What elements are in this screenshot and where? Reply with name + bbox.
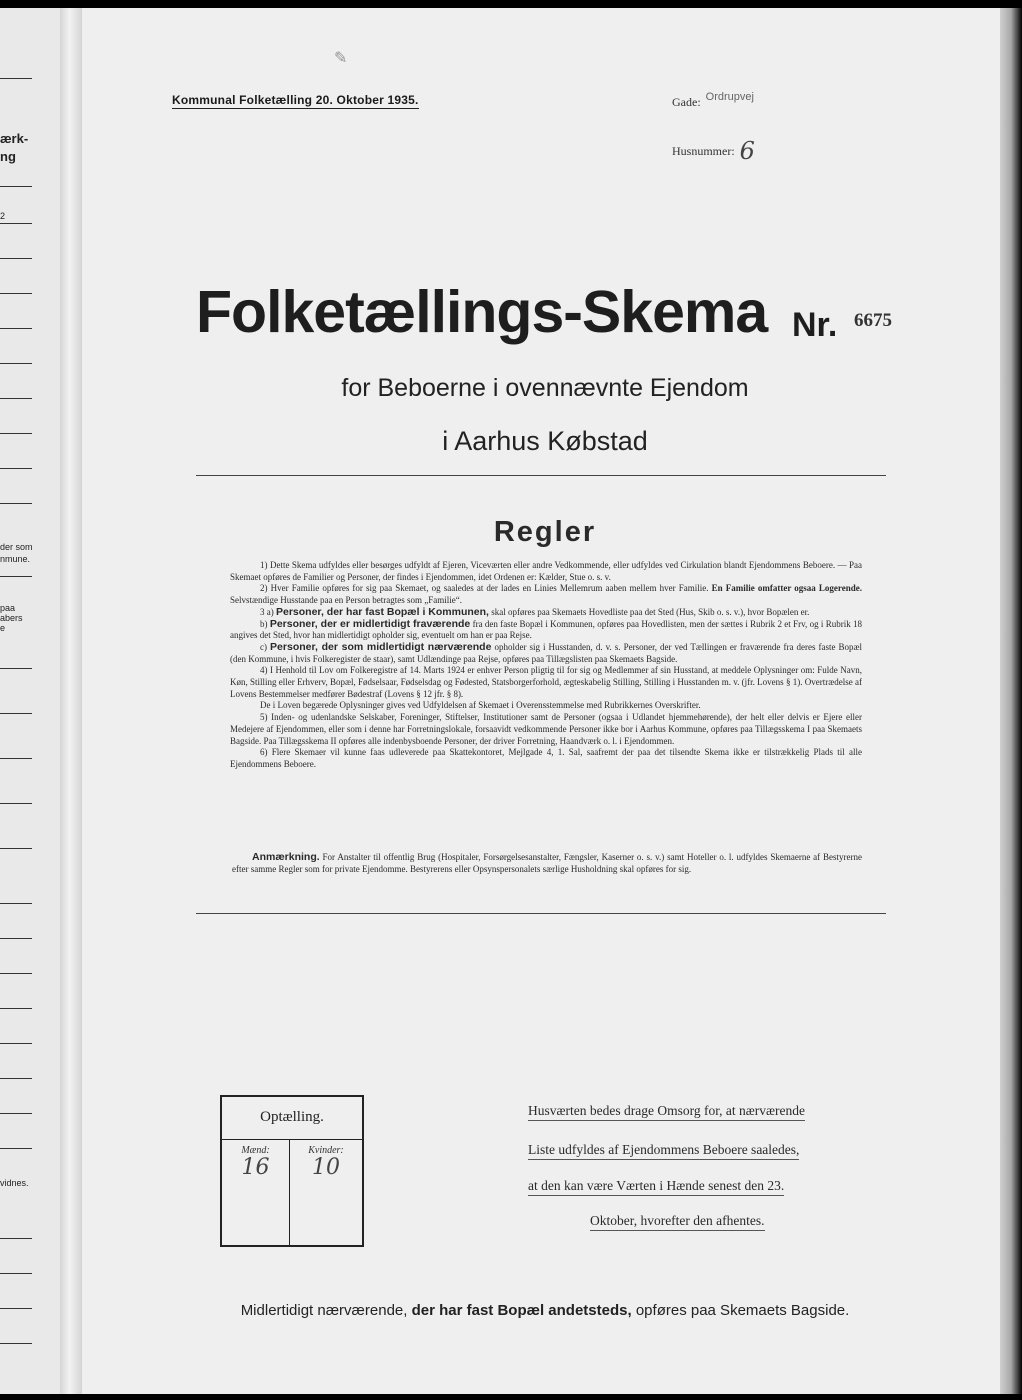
- house-number-value: 6: [739, 137, 755, 165]
- left-rule: [0, 186, 32, 187]
- rules-heading: Regler: [493, 516, 597, 548]
- left-rule: [0, 328, 32, 329]
- left-text: vidnes.: [0, 1178, 29, 1188]
- rule-3c-emph: Personer, der som midlertidigt nærværende: [270, 640, 492, 653]
- rule-2-note: Selvstændige Husstande paa en Person betragtes som „Familie“.: [230, 595, 462, 606]
- left-rule: [0, 258, 32, 259]
- remark-label: Anmærkning.: [252, 851, 320, 863]
- house-number-label: Husnummer:: [672, 144, 735, 158]
- rule-3b: [230, 619, 862, 642]
- left-text: ærk-: [0, 131, 29, 146]
- women-count: 10: [312, 1155, 340, 1180]
- page-fold: [60, 8, 84, 1394]
- left-text: ng: [0, 149, 16, 164]
- form-location: i Aarhus Købstad: [442, 426, 648, 456]
- page-edge: [1000, 8, 1022, 1394]
- left-rule: [0, 1343, 32, 1344]
- women-label: Kvinder:: [308, 1145, 344, 1156]
- street-label: Gade:: [672, 95, 701, 109]
- men-label: Mænd:: [241, 1145, 270, 1156]
- census-form-page: [82, 8, 1008, 1394]
- ink-mark-icon: ✎: [334, 50, 348, 67]
- count-box: [220, 1095, 364, 1247]
- left-rule: [0, 903, 32, 904]
- left-rule: [0, 398, 32, 399]
- form-title: Folketællings-Skema: [196, 279, 768, 345]
- left-rule: [0, 1078, 32, 1079]
- left-rule: [0, 363, 32, 364]
- divider: [196, 475, 886, 476]
- rule-3c-text: opholder sig i Husstanden, d. v. s. Personer, der ved Tællingen er fraværende fra deres faste Bopæl (den Kommune, i hvis Folkeregister de staar), samt Udlændinge paa Rejse, opføres paa Tillægslisten paa Skemaets Bagside.: [230, 641, 863, 664]
- rule-3a-num: 3 a): [260, 606, 274, 617]
- rule-5: 5) Inden- og udenlandske Selskaber, Foreninger, Stiftelser, Institutioner samt de Personer (ogsaa i Udlandet hjemmehørende), der helt eller delvis er Ejere eller Medejere af Ejendommen, eller som i denne har Forretningslokale, forsaavidt vedkommende Personer ikke bor i Aarhus Kommune, opføres paa Tillægsskema I paa Skemaets Bagside. Paa Tillægsskema II opføres alle indenbysboende Personer, der driver Forretning, Haandværk o. l. i Ejendommen.: [230, 712, 862, 746]
- remark: [232, 852, 862, 875]
- left-text: der som: [0, 542, 33, 552]
- left-rule: [0, 973, 32, 974]
- rule-3a-emph: Personer, der har fast Bopæl i Kommunen,: [276, 605, 489, 618]
- left-rule: [0, 1043, 32, 1044]
- form-number-value: 6675: [854, 310, 892, 331]
- rule-3b-num: b): [260, 618, 268, 629]
- landlord-note-line: Oktober, hvorefter den afhentes.: [590, 1213, 765, 1231]
- rule-1: 1) Dette Skema udfyldes eller besørges udfyldt af Ejeren, Viceværten eller andre Vedkommende, eller udfyldes ved Cirkulation blandt Ejendommens Beboere. — Paa Skemaet opføres de Familier og Personer, der findes i Ejendommen, idet Ordenen er: Kælder, Stue o. s. v.: [230, 560, 862, 582]
- left-rule: [0, 1148, 32, 1149]
- left-rule: [0, 713, 32, 714]
- form-subtitle: for Beboerne i ovennævnte Ejendom: [341, 374, 749, 402]
- rule-2-text: 2) Hver Familie opføres for sig paa Skemaet, og saaledes at der lades en Linies Mellemrum aaben mellem hver Familie.: [260, 583, 709, 594]
- rule-2-emph: En Familie omfatter ogsaa Logerende.: [711, 583, 862, 594]
- rule-6: 6) Flere Skemaer vil kunne faas udleverede paa Skattekontoret, Mejlgade 4, 1. Sal, saafremt der paa det tilsendte Skema ikke er tilstrækkelig Plads til alle Ejendommens Beboere.: [230, 747, 862, 769]
- divider: [196, 913, 886, 914]
- rule-2: [230, 583, 862, 606]
- footer-emph: der har fast Bopæl andetsteds,: [411, 1302, 632, 1319]
- rule-3a-text: skal opføres paa Skemaets Hovedliste paa det Sted (Hus, Skib o. s. v.), hvor Bopælen er.: [491, 606, 810, 617]
- left-rule: [0, 293, 32, 294]
- form-number-label: Nr.: [792, 306, 838, 344]
- remark-text: For Anstalter til offentlig Brug (Hospitaler, Forsørgelsesanstalter, Fængsler, Kaserner o. s. v.) samt Hoteller o. l. udfyldes Skemaerne af Bestyrerne efter samme Regler som for private Ejendomme. Bestyrerens eller Opsynspersonalets særlige Husholdning skal opføres for sig.: [232, 852, 863, 874]
- left-rule: [0, 668, 32, 669]
- landlord-note-line: at den kan være Værten i Hænde senest den 23.: [528, 1178, 784, 1196]
- left-rule: [0, 848, 32, 849]
- landlord-note-line: Husværten bedes drage Omsorg for, at nærværende: [528, 1103, 805, 1121]
- left-rule: [0, 223, 32, 224]
- rule-3c-num: c): [260, 641, 267, 652]
- footer-text-end: opføres paa Skemaets Bagside.: [635, 1302, 850, 1319]
- left-rule: [0, 576, 32, 577]
- street-field: [672, 91, 754, 110]
- left-rule: [0, 758, 32, 759]
- left-rule: [0, 1113, 32, 1114]
- left-text: 2: [0, 211, 6, 221]
- left-rule: [0, 433, 32, 434]
- rule-3b-text: fra den faste Bopæl i Kommunen, opføres paa Hovedlisten, men der sættes i Rubrik 2 et Frv, og i Rubrik 18 angives det Sted, hvor han midlertidigt opholder sig, eventuelt om han er paa Rejse.: [230, 618, 863, 641]
- left-rule: [0, 1008, 32, 1009]
- left-rule: [0, 1238, 32, 1239]
- left-text: paa: [0, 603, 16, 613]
- left-rule: [0, 1308, 32, 1309]
- left-rule: [0, 803, 32, 804]
- left-rule: [0, 1273, 32, 1274]
- house-number-field: [672, 133, 755, 165]
- men-count: 16: [241, 1155, 270, 1180]
- left-rule: [0, 938, 32, 939]
- rule-4: 4) I Henhold til Lov om Folkeregistre af 14. Marts 1924 er enhver Person pligtig til for sig og Medlemmer af sin Husstand, at meddele Oplysninger om: Fulde Navn, Køn, Stilling eller Erhverv, Bopæl, Fødselsaar, Fødselsdag og Fødested, Statsborgerforhold, ægteskabelig Stilling, Stilling i Husstanden m. v. (jfr. Lovens § 1). Overtrædelse af Lovens Bestemmelser medfører Bødestraf (Lovens § 12 jfr. § 8).: [230, 665, 862, 699]
- count-box-rule: [222, 1139, 362, 1140]
- left-text: nmune.: [0, 554, 31, 564]
- left-text: abers: [0, 613, 23, 623]
- left-rule: [0, 503, 32, 504]
- footer-note: [82, 1302, 1008, 1319]
- rule-3c: [230, 642, 862, 665]
- left-text: e: [0, 623, 6, 633]
- rules-text: [230, 560, 862, 771]
- left-rule: [0, 78, 32, 79]
- landlord-note-line: Liste udfyldes af Ejendommens Beboere saaledes,: [528, 1142, 799, 1160]
- footer-text: Midlertidigt nærværende,: [240, 1302, 408, 1319]
- census-header: Kommunal Folketælling 20. Oktober 1935.: [172, 93, 419, 107]
- rule-3b-emph: Personer, der er midlertidigt fraværende: [269, 617, 471, 630]
- street-value: Ordrupvej: [705, 91, 754, 103]
- left-rule: [0, 468, 32, 469]
- count-box-title: Optælling.: [260, 1109, 324, 1125]
- rule-4b: De i Loven begærede Oplysninger gives ved Udfyldelsen af Skemaet i Overensstemmelse med Rubrikkernes Overskrifter.: [260, 700, 701, 711]
